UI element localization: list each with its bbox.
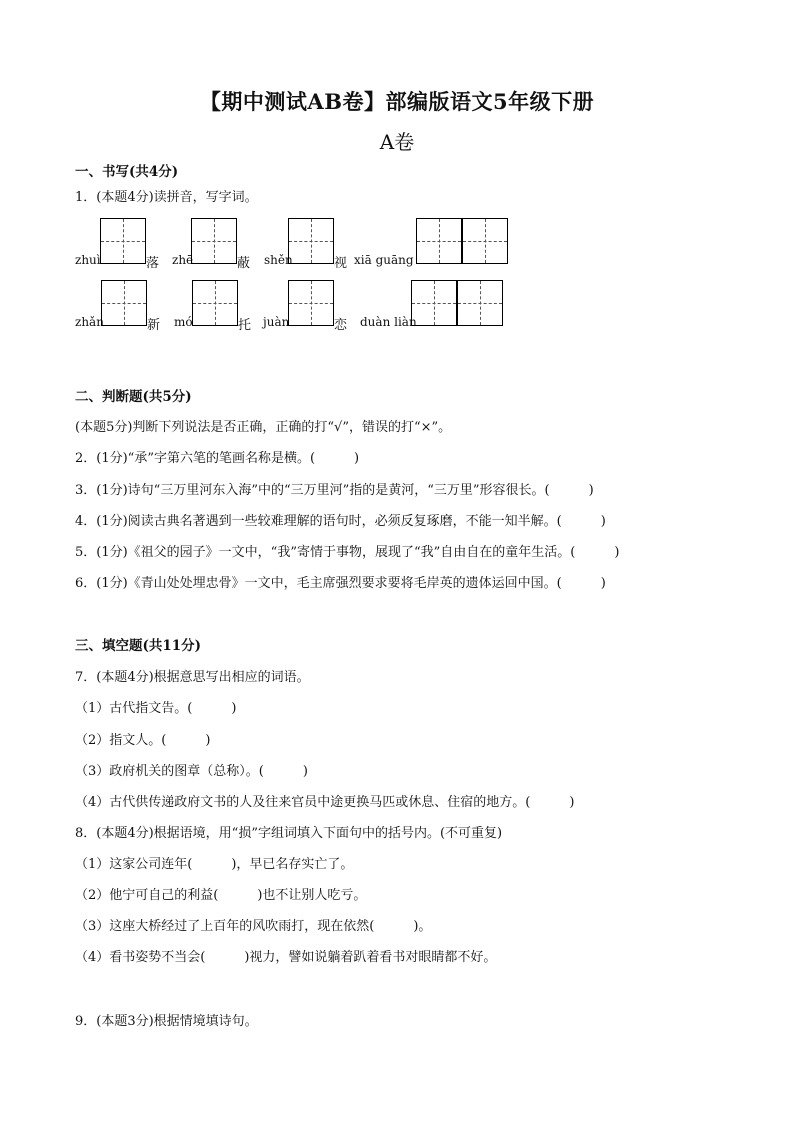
section-heading-fill-in: 三、填空题(共11分) (75, 638, 202, 654)
section-heading-writing: 一、书写(共4分) (75, 164, 179, 180)
writing-grid-box[interactable] (457, 280, 503, 326)
char-label: 落 (146, 256, 160, 271)
writing-grid-box[interactable] (411, 280, 457, 326)
pinyin-label: zhē (172, 253, 194, 267)
question-7-item: （1）古代指文告。( ) (75, 701, 237, 716)
char-label: 新 (147, 318, 161, 333)
question-8-item: （2）他宁可自己的利益( )也不让别人吃亏。 (75, 888, 367, 903)
question-8: 8．(本题4分)根据语境，用“损”字组词填入下面句中的括号内。(不可重复) (75, 826, 503, 841)
question-3: 3．(1分)诗句“三万里河东入海”中的“三万里河”指的是黄河，“三万里”形容很长。( ) (75, 483, 594, 498)
page-title: 【期中测试AB卷】部编版语文5年级下册 (199, 89, 595, 114)
writing-grid-box[interactable] (192, 280, 238, 326)
char-label: 托 (238, 318, 252, 333)
page-subtitle: A卷 (379, 130, 415, 154)
pinyin-label: zhǎn (75, 315, 104, 329)
question-1: 1．(本题4分)读拼音，写字词。 (75, 190, 258, 205)
question-9: 9．(本题3分)根据情境填诗句。 (75, 1014, 258, 1029)
question-7-item: （4）古代供传递政府文书的人及往来官员中途更换马匹或休息、住宿的地方。( ) (75, 795, 575, 810)
question-intro: (本题5分)判断下列说法是否正确，正确的打“√”，错误的打“×”。 (75, 420, 452, 435)
writing-grid-box[interactable] (191, 218, 237, 264)
question-2: 2．(1分)“承”字第六笔的笔画名称是横。( ) (75, 451, 360, 466)
question-7-item: （3）政府机关的图章（总称）。( ) (75, 764, 308, 779)
section-heading-judgement: 二、判断题(共5分) (75, 389, 192, 405)
question-8-item: （4）看书姿势不当会( )视力，譬如说躺着趴着看书对眼睛都不好。 (75, 950, 497, 965)
char-label: 蔽 (237, 256, 251, 271)
question-7: 7．(本题4分)根据意思写出相应的词语。 (75, 670, 310, 685)
question-6: 6．(1分)《青山处处埋忠骨》一文中，毛主席强烈要求要将毛岸英的遗体运回中国。( ) (75, 576, 606, 591)
question-5: 5．(1分)《祖父的园子》一文中，“我”寄情于事物，展现了“我”自由自在的童年生活。( ) (75, 545, 620, 560)
writing-grid-box[interactable] (101, 280, 147, 326)
pinyin-label: duàn liàn (360, 315, 417, 329)
question-8-item: （1）这家公司连年( )，早已名存实亡了。 (75, 857, 354, 872)
char-label: 视 (334, 256, 348, 271)
char-label: 恋 (334, 318, 348, 333)
pinyin-label: mó (174, 315, 193, 329)
writing-grid-box[interactable] (100, 218, 146, 264)
writing-grid-box[interactable] (288, 280, 334, 326)
question-8-item: （3）这座大桥经过了上百年的风吹雨打，现在依然( )。 (75, 919, 432, 934)
pinyin-label: xiā guāng (354, 253, 414, 267)
writing-grid-box[interactable] (288, 218, 334, 264)
question-4: 4．(1分)阅读古典名著遇到一些较难理解的语句时，必须反复琢磨，不能一知半解。( ) (75, 514, 606, 529)
question-7-item: （2）指文人。( ) (75, 733, 211, 748)
writing-grid-box[interactable] (416, 218, 462, 264)
writing-grid-box[interactable] (462, 218, 508, 264)
pinyin-label: zhuì (75, 253, 101, 267)
pinyin-label: juàn (263, 315, 290, 329)
pinyin-label: shěn (264, 253, 293, 267)
